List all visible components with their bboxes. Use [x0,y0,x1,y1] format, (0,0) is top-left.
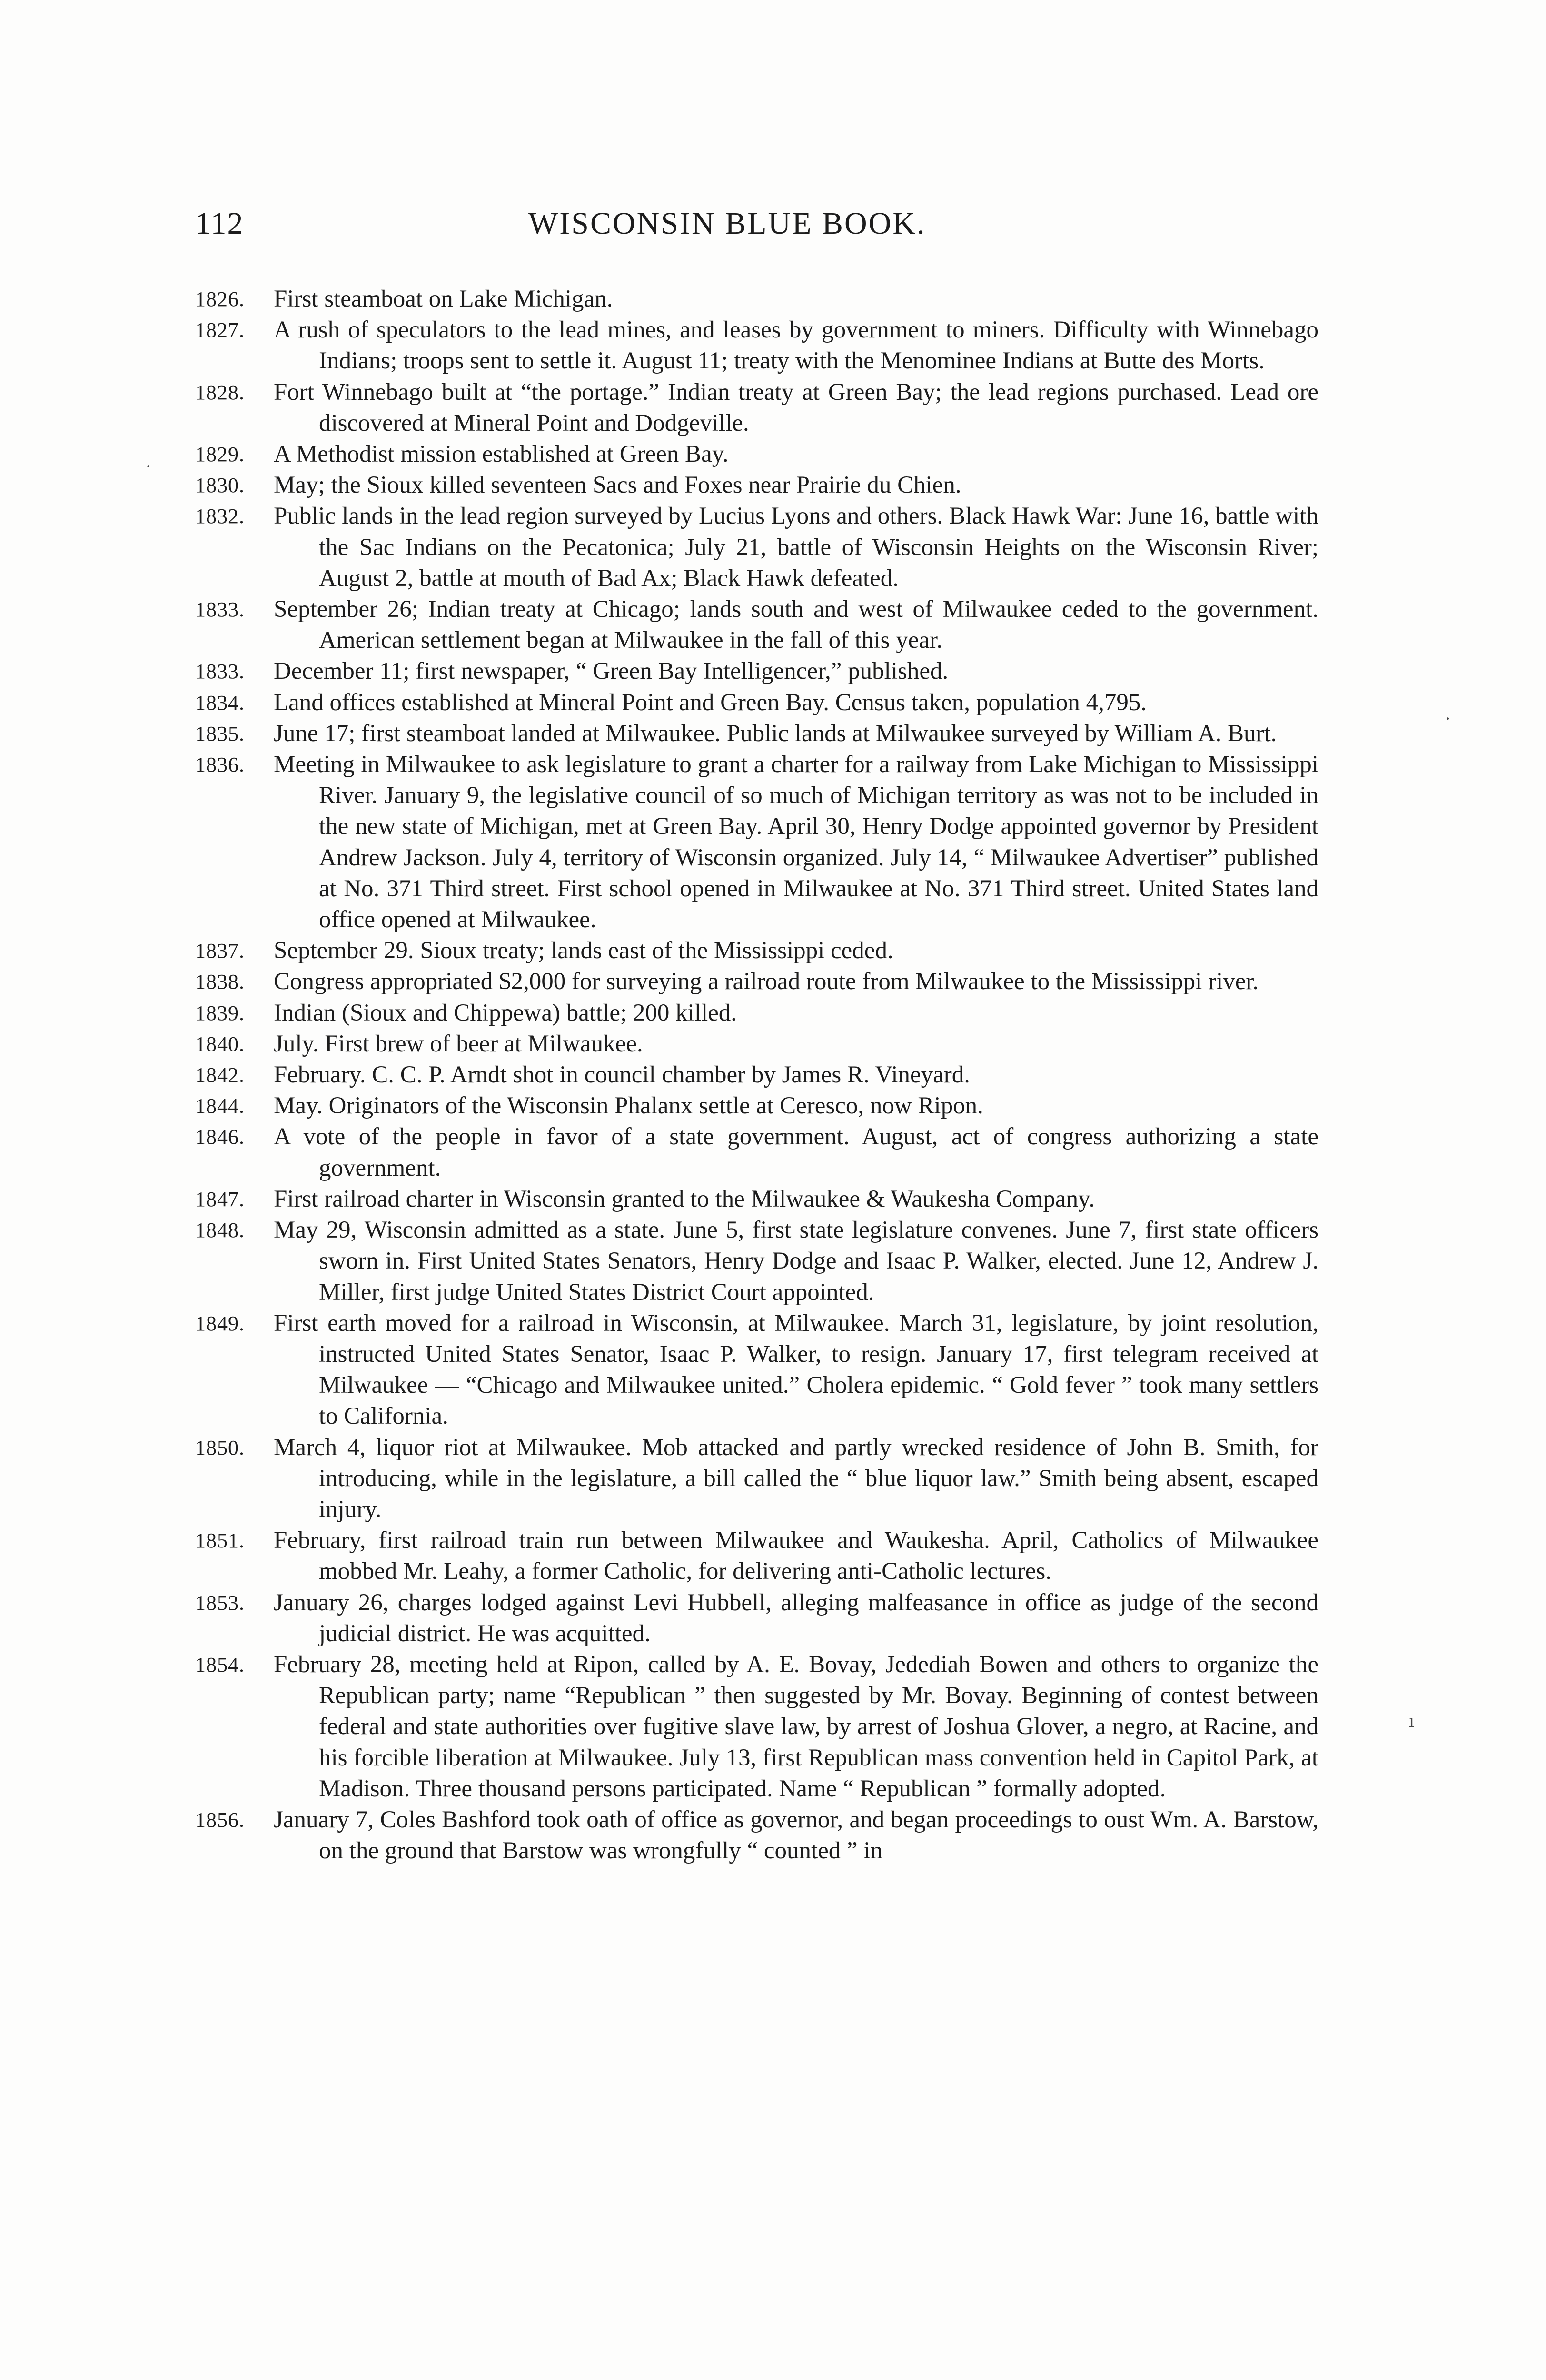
entry-year: 1833. [195,598,245,622]
entry-year: 1830. [195,474,245,497]
entry-year: 1842. [195,1063,245,1087]
entry-text: First steamboat on Lake Michigan. [274,286,613,312]
chronology-entry [195,1121,1318,1183]
entry-text: September 29. Sioux treaty; lands east of the Mississippi ceded. [274,937,893,964]
entry-year: 1853. [195,1591,245,1615]
entry-text: February. C. C. P. Arndt shot in council chamber by James R. Vineyard. [274,1061,970,1089]
chronology-entry [195,470,1318,501]
page-header [195,202,1318,245]
entry-text: February, first railroad train run between Milwaukee and Waukesha. April, Catholics of Milwaukee mobbed Mr. Leahy, a former Catholic, for delivering anti-Catholic lectures. [274,1527,1318,1585]
entry-year: 1848. [195,1219,245,1242]
entry-text: Land offices established at Mineral Point and Green Bay. Census taken, population 4,795. [274,689,1147,716]
chronology-entry [195,284,1318,315]
entry-text: Fort Winnebago built at “the portage.” Indian treaty at Green Bay; the lead regions purchased. Lead ore discovered at Mineral Point and Dodgeville. [274,378,1318,436]
entry-text: June 17; first steamboat landed at Milwaukee. Public lands at Milwaukee surveyed by William A. Burt. [274,720,1277,747]
chronology-entry [195,1649,1318,1805]
chronology-entry [195,377,1318,439]
entry-text: A rush of speculators to the lead mines, and leases by government to miners. Difficulty with Winnebago Indians; troops sent to settle it. August 11; treaty with the Menominee Indians at Butte des Morts. [274,317,1318,375]
entry-text: May 29, Wisconsin admitted as a state. June 5, first state legislature convenes. June 7, first state officers sworn in. First United States Senators, Henry Dodge and Isaac P. Walker, elected. June 12, Andrew J. Miller, first judge United States District Court appointed. [274,1217,1318,1306]
entry-text: Meeting in Milwaukee to ask legislature to grant a charter for a railway from Lake Michigan to Mississippi River. January 9, the legislative council of so much of Michigan territory as was not to be included in the new state of Michigan, met at Green Bay. April 30, Henry Dodge appointed governor by President Andrew Jackson. July 4, territory of Wisconsin organized. July 14, “ Milwaukee Advertiser” published at No. 371 Third street. First school opened in Milwaukee at No. 371 Third street. United States land office opened at Milwaukee. [274,751,1318,933]
entry-year: 1854. [195,1653,245,1676]
chronology-entry [195,998,1318,1029]
entry-year: 1828. [195,380,245,404]
chronology-entry [195,1805,1318,1866]
running-title: WISCONSIN BLUE BOOK. [528,206,926,241]
entry-year: 1847. [195,1187,245,1211]
entry-text: March 4, liquor riot at Milwaukee. Mob attacked and partly wrecked residence of John B. Smith, for introducing, while in the legislature, a bill called the “ blue liquor law.” Smith being absent, escaped injury. [274,1434,1318,1523]
entry-text: Congress appropriated $2,000 for surveying a railroad route from Milwaukee to the Mississippi river. [274,968,1259,995]
chronology-entry [195,966,1318,997]
chronology-entry [195,687,1318,718]
entry-year: 1833. [195,660,245,684]
chronology-entry [195,749,1318,935]
entry-year: 1851. [195,1529,245,1553]
chronology-entry [195,1587,1318,1649]
entry-text: December 11; first newspaper, “ Green Bay Intelligencer,” published. [274,658,949,685]
page-number: 112 [195,206,244,241]
entry-text: January 7, Coles Bashford took oath of office as governor, and began proceedings to oust Wm. A. Barstow, on the ground that Barstow was wrongfully “ counted ” in [274,1806,1318,1864]
entry-year: 1856. [195,1808,245,1832]
chronology-entry [195,1184,1318,1215]
entry-year: 1827. [195,318,245,342]
chronology-entry [195,501,1318,594]
entry-year: 1835. [195,722,245,745]
chronology-entry [195,594,1318,656]
entry-text: May. Originators of the Wisconsin Phalanx settle at Ceresco, now Ripon. [274,1092,983,1120]
entry-year: 1826. [195,288,245,311]
entry-year: 1838. [195,970,245,994]
scan-speck: · [1445,708,1451,729]
chronology-entry [195,1308,1318,1432]
entry-text: July. First brew of beer at Milwaukee. [274,1030,643,1057]
entry-text: September 26; Indian treaty at Chicago; lands south and west of Milwaukee ceded to the government. American settlement began at Milwaukee in the fall of this year. [274,596,1318,654]
chronology-entry [195,1029,1318,1060]
chronology-entry [195,1525,1318,1587]
chronology-entry [195,718,1318,749]
entry-year: 1844. [195,1094,245,1118]
entry-year: 1836. [195,753,245,777]
chronology-entry [195,1060,1318,1091]
chronology-entry [195,935,1318,966]
entry-text: January 26, charges lodged against Levi Hubbell, alleging malfeasance in office as judge of the second judicial district. He was acquitted. [274,1589,1318,1647]
chronology-list [195,284,1318,1866]
entry-year: 1832. [195,505,245,528]
entry-text: February 28, meeting held at Ripon, called by A. E. Bovay, Jedediah Bowen and others to organize the Republican party; name “Republican ” then suggested by Mr. Bovay. Beginning of contest between federal and state authorities over fugitive slave law, by arrest of Joshua Glover, a negro, at Racine, and his forcible liberation at Milwaukee. July 13, first Republican mass convention held in Capitol Park, at Madison. Three thousand persons participated. Name “ Republican ” formally adopted. [274,1651,1318,1802]
entry-year: 1840. [195,1032,245,1056]
scan-speck: · [145,456,152,477]
entry-year: 1834. [195,691,245,714]
entry-text: First earth moved for a railroad in Wisconsin, at Milwaukee. March 31, legislature, by joint resolution, instructed United States Senator, Isaac P. Walker, to resign. January 17, first telegram received at Milwaukee — “Chicago and Milwaukee united.” Cholera epidemic. “ Gold fever ” took many settlers to California. [274,1309,1318,1430]
entry-year: 1850. [195,1436,245,1459]
entry-year: 1829. [195,443,245,466]
entry-year: 1849. [195,1311,245,1335]
chronology-entry [195,315,1318,377]
chronology-entry [195,656,1318,687]
chronology-entry [195,1091,1318,1121]
entry-year: 1837. [195,939,245,963]
scan-speck: ı [1409,1710,1415,1731]
chronology-entry [195,1215,1318,1308]
chronology-entry [195,1432,1318,1526]
entry-text: Indian (Sioux and Chippewa) battle; 200 killed. [274,999,737,1026]
entry-text: A vote of the people in favor of a state government. August, act of congress authorizing a state government. [274,1123,1318,1181]
entry-text: A Methodist mission established at Green Bay. [274,441,729,468]
entry-text: First railroad charter in Wisconsin granted to the Milwaukee & Waukesha Company. [274,1185,1095,1212]
chronology-entry [195,439,1318,470]
entry-text: Public lands in the lead region surveyed by Lucius Lyons and others. Black Hawk War: June 16, battle with the Sac Indians on the Pecatonica; July 21, battle of Wisconsin Heights on the Wisconsin River; August 2, battle at mouth of Bad Ax; Black Hawk defeated. [274,503,1318,592]
entry-year: 1846. [195,1125,245,1149]
entry-text: May; the Sioux killed seventeen Sacs and Foxes near Prairie du Chien. [274,472,961,499]
entry-year: 1839. [195,1001,245,1025]
